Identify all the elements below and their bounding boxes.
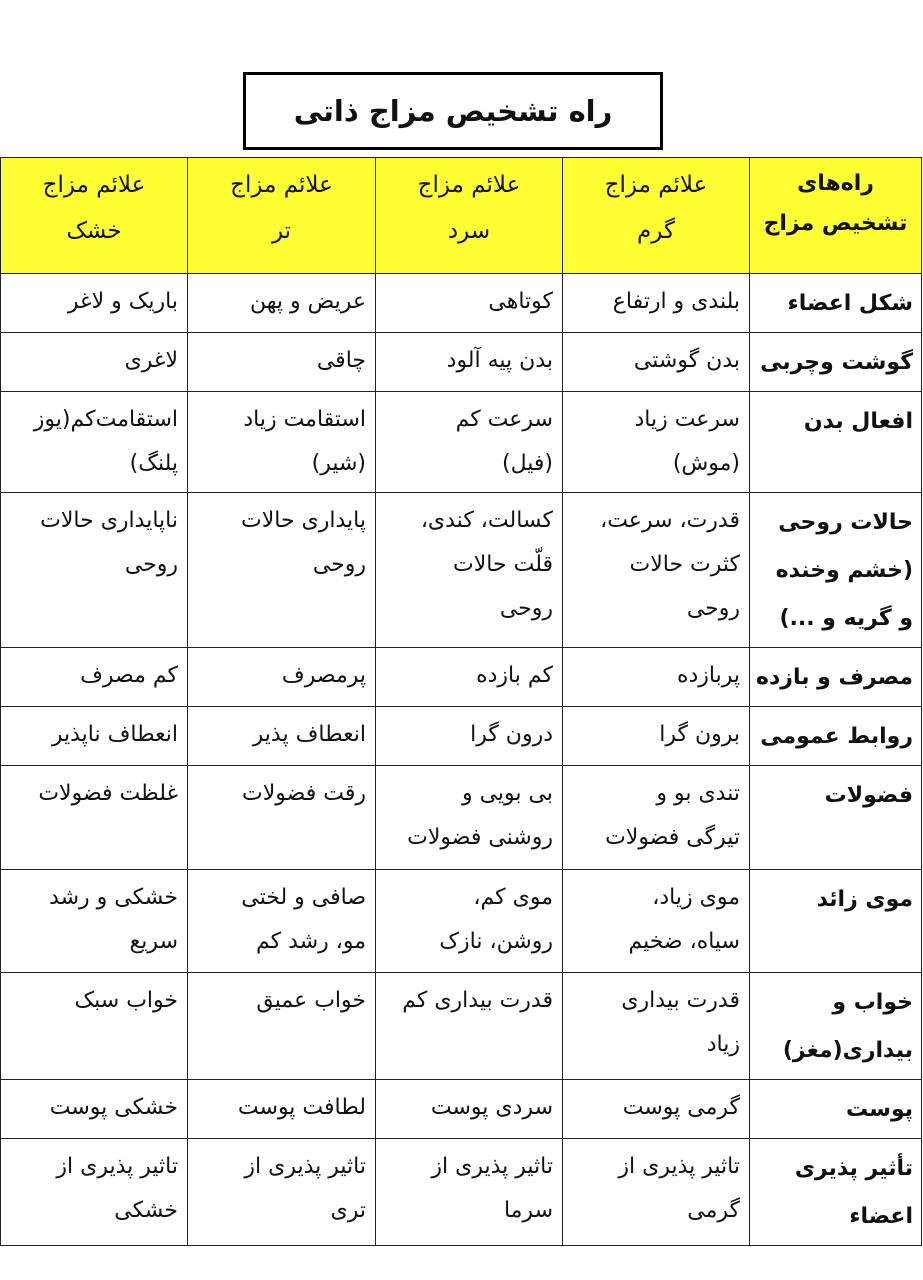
row-label: روابط عمومی xyxy=(750,707,922,766)
cell-wet: خواب عمیق xyxy=(188,973,376,1080)
row-label: مصرف و بازده xyxy=(750,648,922,707)
cell-wet: عریض و پهن xyxy=(188,274,376,333)
cell-hot: بدن گوشتی xyxy=(563,333,750,392)
cell-cold: درون گرا xyxy=(376,707,563,766)
header-dry xyxy=(1,158,188,274)
cell-cold: قدرت بیداری کم xyxy=(376,973,563,1080)
table-row xyxy=(1,766,922,870)
row-label: فضولات xyxy=(750,766,922,870)
row-label: موی زائد xyxy=(750,870,922,973)
cell-dry: کم مصرف xyxy=(1,648,188,707)
page-title-text: راه تشخیص مزاج ذاتی xyxy=(293,94,613,128)
row-label: پوست xyxy=(750,1080,922,1139)
table-row xyxy=(1,707,922,766)
cell-dry: انعطاف ناپذیر xyxy=(1,707,188,766)
cell-cold: سردی پوست xyxy=(376,1080,563,1139)
cell-hot: گرمی پوست xyxy=(563,1080,750,1139)
table-row xyxy=(1,1080,922,1139)
row-label: شکل اعضاء xyxy=(750,274,922,333)
cell-dry: باریک و لاغر xyxy=(1,274,188,333)
table-row xyxy=(1,870,922,973)
cell-hot: بلندی و ارتفاع xyxy=(563,274,750,333)
cell-cold: بدن پیه آلود xyxy=(376,333,563,392)
cell-wet: انعطاف پذیر xyxy=(188,707,376,766)
row-label: حالات روحی (خشم وخنده و گریه و ...) xyxy=(750,493,922,648)
table-row xyxy=(1,333,922,392)
row-label: افعال بدن xyxy=(750,392,922,493)
cell-hot: برون گرا xyxy=(563,707,750,766)
cell-cold: موی کم، روشن، نازک xyxy=(376,870,563,973)
row-label: گوشت وچربی xyxy=(750,333,922,392)
cell-dry: لاغری xyxy=(1,333,188,392)
cell-wet: رقت فضولات xyxy=(188,766,376,870)
cell-wet: استقامت زیاد (شیر) xyxy=(188,392,376,493)
table-row xyxy=(1,274,922,333)
header-row xyxy=(1,158,922,274)
page-title xyxy=(243,72,663,150)
cell-cold: کسالت، کندی، قلّت حالات روحی xyxy=(376,493,563,648)
table-row xyxy=(1,1139,922,1246)
cell-wet: پرمصرف xyxy=(188,648,376,707)
header-cold xyxy=(376,158,563,274)
cell-wet: چاقی xyxy=(188,333,376,392)
cell-hot: سرعت زیاد (موش) xyxy=(563,392,750,493)
cell-dry: خشکی و رشد سریع xyxy=(1,870,188,973)
row-label: خواب و بیداری(مغز) xyxy=(750,973,922,1080)
cell-dry: ناپایداری حالات روحی xyxy=(1,493,188,648)
cell-dry: تاثیر پذیری از خشکی xyxy=(1,1139,188,1246)
table-row xyxy=(1,973,922,1080)
cell-wet: صافی و لختی مو، رشد کم xyxy=(188,870,376,973)
table-row xyxy=(1,648,922,707)
cell-dry: استقامت‌کم(یوز پلنگ) xyxy=(1,392,188,493)
header-dry-text: علائم مزاج خشک xyxy=(42,172,146,244)
cell-wet: تاثیر پذیری از تری xyxy=(188,1139,376,1246)
cell-hot: قدرت، سرعت، کثرت حالات روحی xyxy=(563,493,750,648)
cell-dry: غلظت فضولات xyxy=(1,766,188,870)
header-corner xyxy=(750,158,922,274)
header-wet xyxy=(188,158,376,274)
cell-hot: موی زیاد، سیاه، ضخیم xyxy=(563,870,750,973)
cell-hot: قدرت بیداری زیاد xyxy=(563,973,750,1080)
header-hot-text: علائم مزاج گرم xyxy=(604,172,708,244)
cell-cold: کم بازده xyxy=(376,648,563,707)
cell-wet: لطافت پوست xyxy=(188,1080,376,1139)
row-label: تأثیر پذیری اعضاء xyxy=(750,1139,922,1246)
table-row xyxy=(1,392,922,493)
header-cold-text: علائم مزاج سرد xyxy=(417,172,521,244)
cell-cold: سرعت کم (فیل) xyxy=(376,392,563,493)
cell-dry: خشکی پوست xyxy=(1,1080,188,1139)
header-hot xyxy=(563,158,750,274)
cell-hot: تندی بو و تیرگی فضولات xyxy=(563,766,750,870)
cell-cold: تاثیر پذیری از سرما xyxy=(376,1139,563,1246)
cell-hot: تاثیر پذیری از گرمی xyxy=(563,1139,750,1246)
cell-hot: پربازده xyxy=(563,648,750,707)
cell-cold: کوتاهی xyxy=(376,274,563,333)
cell-cold: بی بویی و روشنی فضولات xyxy=(376,766,563,870)
header-corner-text: راه‌های تشخیص مزاج xyxy=(763,171,908,236)
cell-wet: پایداری حالات روحی xyxy=(188,493,376,648)
temperament-table xyxy=(0,157,922,1246)
header-wet-text: علائم مزاج تر xyxy=(230,172,333,244)
table-row xyxy=(1,493,922,648)
cell-dry: خواب سبک xyxy=(1,973,188,1080)
